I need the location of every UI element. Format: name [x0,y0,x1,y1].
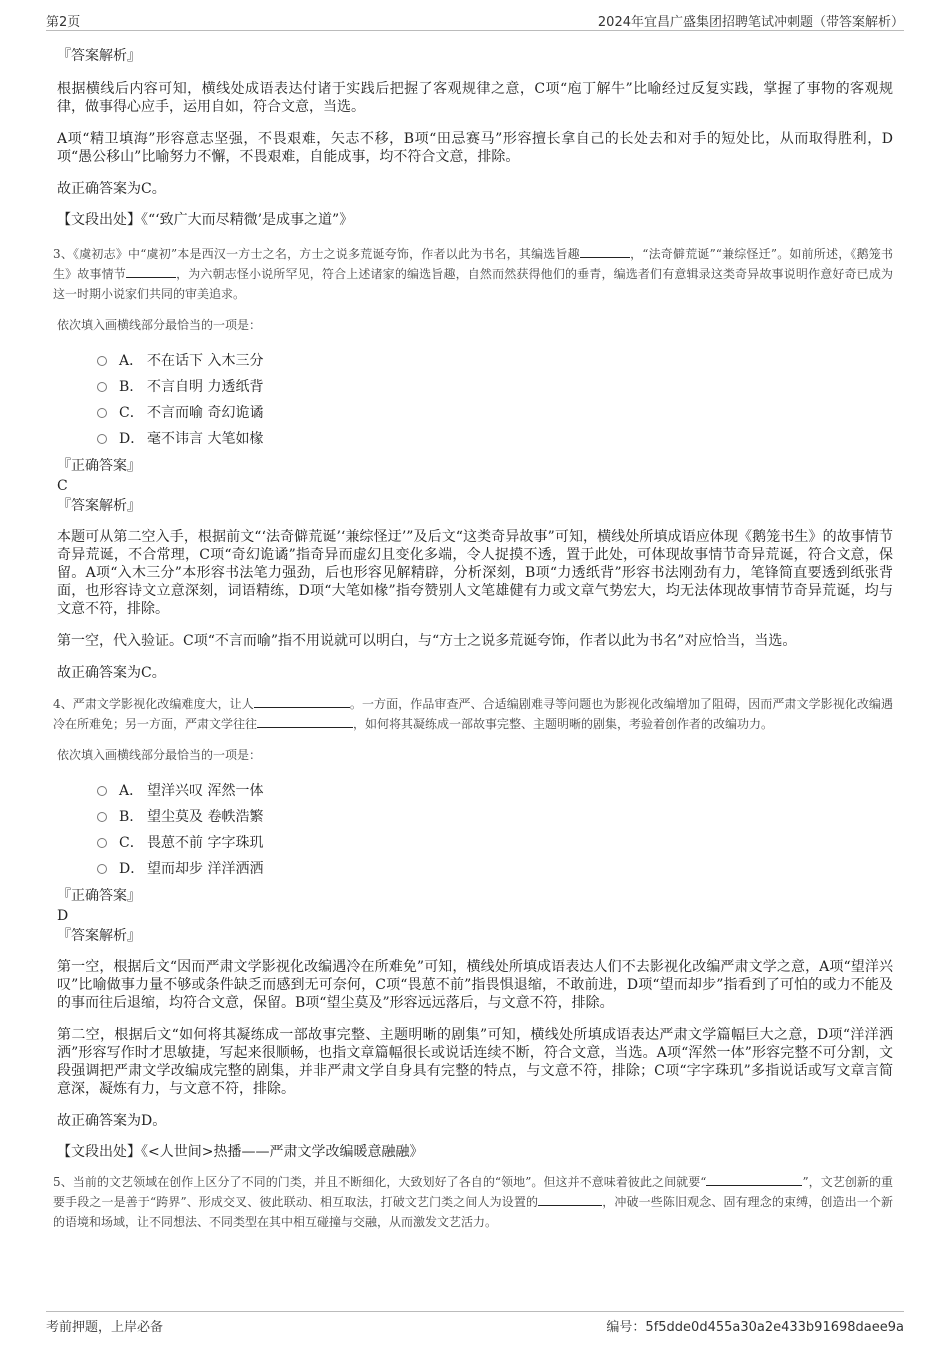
option-letter: B. [119,809,134,825]
radio-icon[interactable] [97,382,107,392]
question-text-part: 5、当前的文艺领域在创作上区分了不同的门类，并且不断细化，大致划好了各自的“领地”。但这并不意味着彼此之间就要“ [53,1175,707,1189]
analysis-label: 『答案解析』 [57,498,141,514]
correct-answer: D [57,908,69,924]
fill-blank [126,265,176,278]
options-list [97,778,893,882]
radio-icon[interactable] [97,434,107,444]
radio-icon[interactable] [97,812,107,822]
question-3-text [53,244,893,304]
document-code [606,1316,904,1335]
analysis-paragraph: 根据横线后内容可知，横线处成语表达付诸于实践后把握了客观规律之意，C项“庖丁解牛”比喻经过反复实践，掌握了事物的客观规律，做事得心应手，运用自如，符合文意，当选。 [57,81,893,115]
option-b[interactable] [97,804,893,830]
question-text-part: 3、《虞初志》中“虞初”本是西汉一方士之名，方士之说多荒诞夸饰，作者以此为书名，其编选旨趣 [53,247,580,261]
option-text: 畏葸不前 字字珠玑 [147,835,264,851]
options-list [97,348,893,452]
option-text: 不言自明 力透纸背 [147,379,264,395]
page-content [53,40,894,1232]
fill-blank [257,715,353,728]
fill-blank [580,245,630,258]
option-a[interactable] [97,778,893,804]
source-line [57,1142,893,1162]
answer-statement: 故正确答案为D。 [57,1113,167,1129]
option-d[interactable] [97,856,893,882]
option-d[interactable] [97,426,893,452]
option-b[interactable] [97,374,893,400]
document-title: 2024年宜昌广盛集团招聘笔试冲刺题（带答案解析） [597,15,904,30]
option-text: 不在话下 入木三分 [147,353,264,369]
option-letter: D． [119,431,145,447]
correct-answer: C [57,478,68,494]
option-letter: C． [119,835,144,851]
option-c[interactable] [97,830,893,856]
question-prompt: 依次填入画横线部分最恰当的一项是： [57,318,262,332]
question-text-part: ，如何将其凝练成一部故事完整、主题明晰的剧集，考验着创作者的改编功力。 [353,717,774,731]
source-title: 《“‘致广大而尽精微’是成事之道”》 [141,212,354,228]
page-header [46,8,904,31]
fill-blank [706,1173,802,1186]
analysis-label: 『答案解析』 [57,48,141,64]
radio-icon[interactable] [97,408,107,418]
fill-blank [538,1193,602,1206]
option-letter: A． [119,353,144,369]
code-value: 5f5dde0d455a30a2e433b91698daee9a [645,1320,904,1335]
option-text: 望尘莫及 卷帙浩繁 [147,809,264,825]
question-text-part: ，为六朝志怪小说所罕见，符合上述诸家的编选旨趣，自然而然获得他们的垂青，编选者们有意辑录这类奇异故事说明作意好奇已成为这一时期小说家们共同的审美追求。 [53,267,893,301]
question-4-text [53,694,893,734]
option-letter: A． [119,783,144,799]
option-a[interactable] [97,348,893,374]
answer-statement: 故正确答案为C。 [57,665,166,681]
option-text: 望洋兴叹 浑然一体 [147,783,264,799]
radio-icon[interactable] [97,356,107,366]
option-letter: B. [119,379,134,395]
radio-icon[interactable] [97,838,107,848]
question-text-part: ，“法奇僻荒诞”“兼综怪迁”。如前所述，《鹅笼书生》故事情节 [53,247,893,281]
option-letter: C． [119,405,144,421]
radio-icon[interactable] [97,786,107,796]
page-number: 第2页 [46,15,81,30]
footer-slogan: 考前押题，上岸必备 [46,1320,164,1335]
answer-statement: 故正确答案为C。 [57,181,166,197]
radio-icon[interactable] [97,864,107,874]
question-text-part: ，冲破一些陈旧观念、固有理念的束缚，创造出一个新的语境和场域，让不同想法、不同类型在其中相互碰撞与交融，从而激发文艺活力。 [53,1195,893,1229]
source-label: 【文段出处】 [57,212,141,228]
analysis-label: 『答案解析』 [57,928,141,944]
fill-blank [254,695,350,708]
analysis-paragraph: 第一空，根据后文“因而严肃文学影视化改编遇冷在所难免”可知，横线处所填成语表达人们不去影视化改编严肃文学之意，A项“望洋兴叹”比喻做事力量不够或条件缺乏而感到无可奈何，C项“畏葸不前”指畏惧退缩，不敢前进，D项“望而却步”指看到了可怕的或力不能及的事而往后退缩，均符合文意，保留。B项“望尘莫及”形容远远落后，与文意不符，排除。 [57,959,893,1011]
question-prompt: 依次填入画横线部分最恰当的一项是： [57,748,262,762]
page-footer [46,1311,904,1336]
option-letter: D． [119,861,145,877]
option-text: 望而却步 洋洋洒洒 [147,861,264,877]
option-text: 毫不讳言 大笔如椽 [147,431,264,447]
option-c[interactable] [97,400,893,426]
source-title: 《<人世间>热播——严肃文学改编暖意融融》 [141,1144,424,1160]
question-text-part: 。一方面，作品审查严、合适编剧难寻等问题也为影视化改编增加了阻碍，因而严肃文学影视化改编遇冷在所难免；另一方面，严肃文学往往 [53,697,893,731]
question-text-part: ”，文艺创新的重要手段之一是善于“跨界”、形成交叉、彼此联动、相互取法，打破文艺门类之间人为设置的 [53,1175,894,1209]
analysis-paragraph: 第二空，根据后文“如何将其凝练成一部故事完整、主题明晰的剧集”可知，横线处所填成语表达严肃文学篇幅巨大之意，D项“洋洋洒洒”形容写作时才思敏捷，写起来很顺畅，也指文章篇幅很长或说话连续不断，符合文意，当选。A项“浑然一体”形容完整不可分割，文段强调把严肃文学改编成完整的剧集，并非严肃文学自身具有完整的特点，与文意不符，排除；C项“字字珠玑”多指说话或写文章言简意深，凝炼有力，与文意不符，排除。 [57,1027,893,1097]
question-5-text [53,1172,893,1232]
question-text-part: 4、严肃文学影视化改编难度大，让人 [53,697,254,711]
analysis-paragraph: A项“精卫填海”形容意志坚强，不畏艰难，矢志不移，B项“田忌赛马”形容擅长拿自己的长处去和对手的短处比，从而取得胜利，D项“愚公移山”比喻努力不懈，不畏艰难，自能成事，均不符合文意，排除。 [57,131,893,165]
source-label: 【文段出处】 [57,1144,141,1160]
correct-answer-label: 『正确答案』 [57,888,141,904]
source-line [57,210,893,230]
correct-answer-label: 『正确答案』 [57,458,141,474]
code-label: 编号： [606,1320,646,1335]
analysis-paragraph: 本题可从第二空入手，根据前文“‘法奇僻荒诞’‘兼综怪迂’”及后文“这类奇异故事”可知，横线处所填成语应体现《鹅笼书生》的故事情节奇异荒诞，不合常理，C项“奇幻诡谲”指奇异而虚幻且变化多端，令人捉摸不透，置于此处，可体现故事情节奇异荒诞，符合文意，保留。A项“入木三分”本形容书法笔力强劲，后也形容见解精辟，分析深刻，B项“力透纸背”形容书法刚劲有力，笔锋简直要透到纸张背面，也形容诗文立意深刻，词语精练，D项“大笔如椽”指夸赞别人文笔雄健有力或文章气势宏大，均无法体现故事情节奇异荒诞，均与文意不符，排除。 [57,529,893,617]
option-text: 不言而喻 奇幻诡谲 [147,405,264,421]
analysis-paragraph: 第一空，代入验证。C项“不言而喻”指不用说就可以明白，与“方士之说多荒诞夸饰，作者以此为书名”对应恰当，当选。 [57,633,797,649]
